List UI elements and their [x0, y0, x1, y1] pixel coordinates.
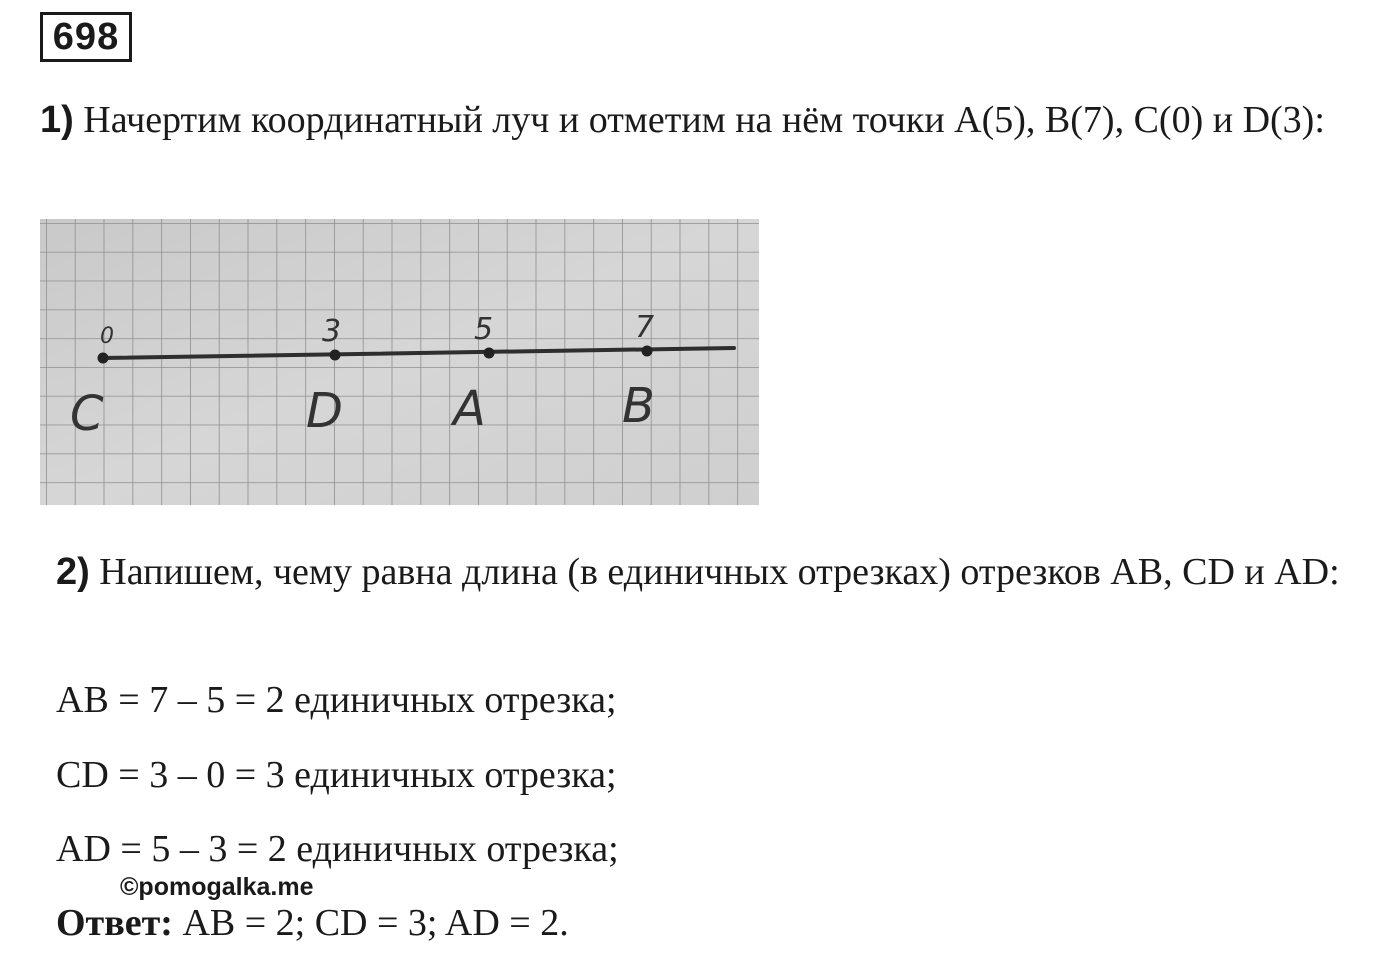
part1-number: 1): [40, 99, 74, 141]
point-a-dot: [484, 348, 495, 359]
point-a-label: A: [453, 381, 486, 437]
point-d-label: D: [306, 383, 343, 439]
part2-paragraph: [56, 544, 1368, 600]
part2-number: 2): [56, 551, 90, 593]
equation-ab: AB = 7 – 5 = 2 единичных отрезка;: [56, 679, 617, 721]
point-c-value: 0: [100, 324, 114, 349]
equation-ad: AD = 5 – 3 = 2 единичных отрезка;: [56, 828, 619, 870]
point-c-label: C: [70, 386, 104, 442]
watermark: ©pomogalka.me: [120, 873, 314, 901]
point-c-dot: [98, 353, 109, 364]
part2-text: Напишем, чему равна длина (в единичных отрезках) отрезков AB, CD и AD:: [89, 551, 1340, 593]
point-d-value: 3: [322, 314, 342, 349]
answer-text: AB = 2; CD = 3; AD = 2.: [172, 902, 569, 944]
answer-line: [56, 898, 569, 948]
coordinate-ray-photo: [40, 219, 759, 505]
point-a-value: 5: [474, 312, 494, 347]
part1-text: Начертим координатный луч и отметим на нём точки A(5), B(7), C(0) и D(3):: [73, 99, 1325, 141]
problem-number: 698: [40, 12, 132, 62]
part1-paragraph: [40, 92, 1370, 148]
equation-cd: CD = 3 – 0 = 3 единичных отрезка;: [56, 754, 617, 796]
point-b-value: 7: [635, 310, 655, 345]
answer-label: Ответ:: [56, 902, 173, 944]
point-d-dot: [330, 350, 341, 361]
point-b-dot: [642, 346, 653, 357]
point-b-label: B: [622, 378, 655, 434]
